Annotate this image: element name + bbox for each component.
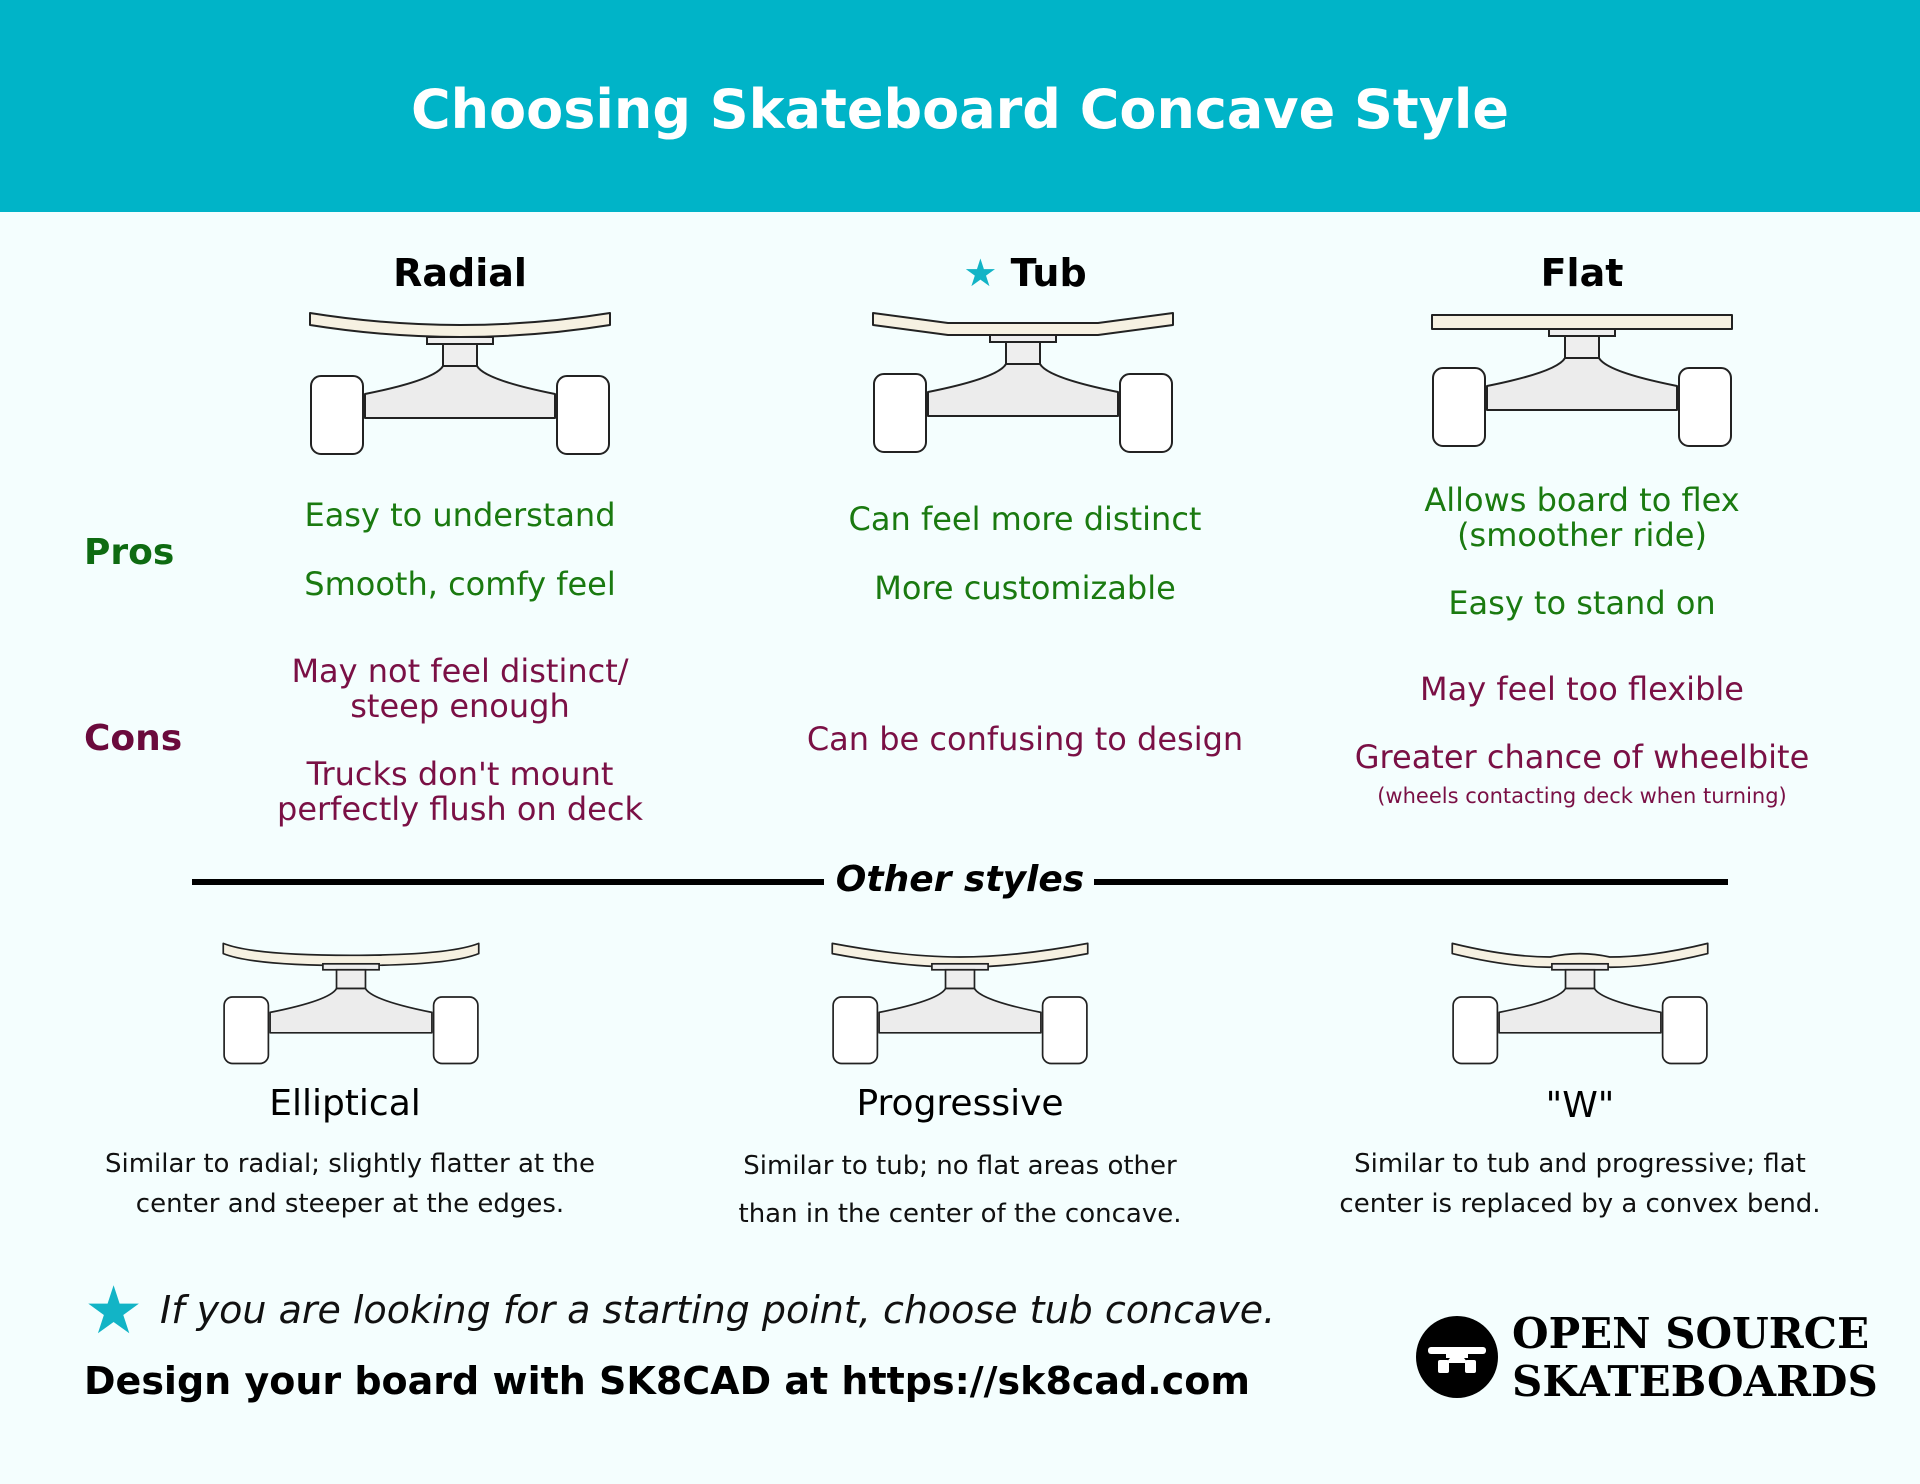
- kingpin: [1566, 970, 1595, 989]
- kingpin: [1565, 336, 1599, 358]
- logo-text: [1512, 1310, 1878, 1406]
- flat-pro-1: Allows board to flex (smoother ride): [1424, 481, 1740, 554]
- star-icon: ★: [963, 251, 998, 295]
- wheel-left: [874, 374, 926, 452]
- baseplate: [990, 335, 1056, 342]
- radial-pro-2: Smooth, comfy feel: [304, 565, 616, 603]
- tub-pro-1: Can feel more distinct: [848, 500, 1202, 538]
- baseplate: [1549, 329, 1615, 336]
- style-name-elliptical: Elliptical: [269, 1083, 421, 1124]
- radial-title-text: Radial: [393, 251, 527, 295]
- skateboard-logo-icon: [1416, 1316, 1498, 1398]
- flat-con-2-note: (wheels contacting deck when turning): [1377, 784, 1787, 808]
- flat-con-2: Greater chance of wheelbite: [1354, 738, 1810, 776]
- column-title-radial: [310, 248, 610, 298]
- header-banner: [0, 0, 1920, 212]
- footer-note: If you are looking for a starting point, choose tub concave.: [160, 1288, 1276, 1332]
- kingpin: [1006, 342, 1040, 364]
- truck-hanger: [365, 366, 555, 418]
- wheel-right: [1043, 997, 1087, 1063]
- elliptical-board-illustration: [219, 938, 483, 1068]
- style-desc-elliptical: Similar to radial; slightly flatter at the center and steeper at the edges.: [104, 1149, 596, 1219]
- baseplate: [323, 964, 379, 970]
- tub-board-illustration: [868, 305, 1178, 457]
- baseplate: [932, 964, 988, 970]
- cons-label: Cons: [84, 718, 183, 759]
- flat-con-1: May feel too flexible: [1420, 670, 1744, 708]
- wheel-left: [311, 376, 363, 454]
- truck-hanger: [270, 989, 432, 1033]
- wheel-right: [1663, 997, 1707, 1063]
- wheel-left: [224, 997, 268, 1063]
- footer-link-text: Design your board with SK8CAD at https://sk8cad.com: [84, 1359, 1250, 1403]
- truck-hanger: [1487, 358, 1677, 410]
- kingpin: [946, 970, 975, 989]
- divider-left: [192, 879, 824, 885]
- wheel-left: [1453, 997, 1497, 1063]
- truck-hanger: [1499, 989, 1661, 1033]
- truck-hanger: [928, 364, 1118, 416]
- baseplate: [1552, 964, 1608, 970]
- wheel-right: [1120, 374, 1172, 452]
- w-board-illustration: [1448, 938, 1712, 1068]
- style-desc-progressive: Similar to tub; no flat areas other than in the center of the concave.: [738, 1151, 1182, 1229]
- wheel-left: [1433, 368, 1485, 446]
- wheel-right: [557, 376, 609, 454]
- wheel-left: [833, 997, 877, 1063]
- radial-board-illustration: [305, 305, 615, 457]
- deck-shape: [223, 943, 478, 965]
- tub-pro-2: More customizable: [874, 569, 1176, 607]
- flat-board-illustration: [1427, 305, 1737, 457]
- other-styles-title: Other styles: [835, 859, 1085, 900]
- logo-line-1: OPEN SOURCE: [1512, 1309, 1870, 1358]
- tub-con-1: Can be confusing to design: [806, 720, 1244, 758]
- style-name-w: "W": [1545, 1085, 1615, 1126]
- deck-shape: [310, 313, 610, 337]
- style-name-progressive: Progressive: [856, 1083, 1064, 1124]
- pros-label: Pros: [84, 532, 175, 573]
- truck-hanger: [879, 989, 1041, 1033]
- radial-con-1: May not feel distinct/ steep enough: [291, 652, 629, 725]
- progressive-board-illustration: [828, 938, 1092, 1068]
- style-desc-w: Similar to tub and progressive; flat center is replaced by a convex bend.: [1339, 1149, 1821, 1219]
- column-title-tub: [880, 248, 1170, 298]
- deck-shape: [873, 313, 1173, 335]
- wheel-right: [1679, 368, 1731, 446]
- page-title: Choosing Skateboard Concave Style: [410, 78, 1510, 141]
- tub-title-text: Tub: [1010, 251, 1087, 295]
- flat-title-text: Flat: [1540, 251, 1624, 295]
- star-icon: ★: [84, 1272, 144, 1349]
- baseplate: [427, 337, 493, 344]
- flat-pro-2: Easy to stand on: [1448, 584, 1716, 622]
- deck-shape: [1432, 315, 1732, 329]
- column-title-flat: [1432, 248, 1732, 298]
- logo-line-2: SKATEBOARDS: [1512, 1357, 1878, 1406]
- radial-pro-1: Easy to understand: [304, 496, 616, 534]
- kingpin: [337, 970, 366, 989]
- divider-right: [1094, 879, 1728, 885]
- kingpin: [443, 344, 477, 366]
- radial-con-2: Trucks don't mount perfectly flush on deck: [277, 755, 643, 828]
- wheel-right: [434, 997, 478, 1063]
